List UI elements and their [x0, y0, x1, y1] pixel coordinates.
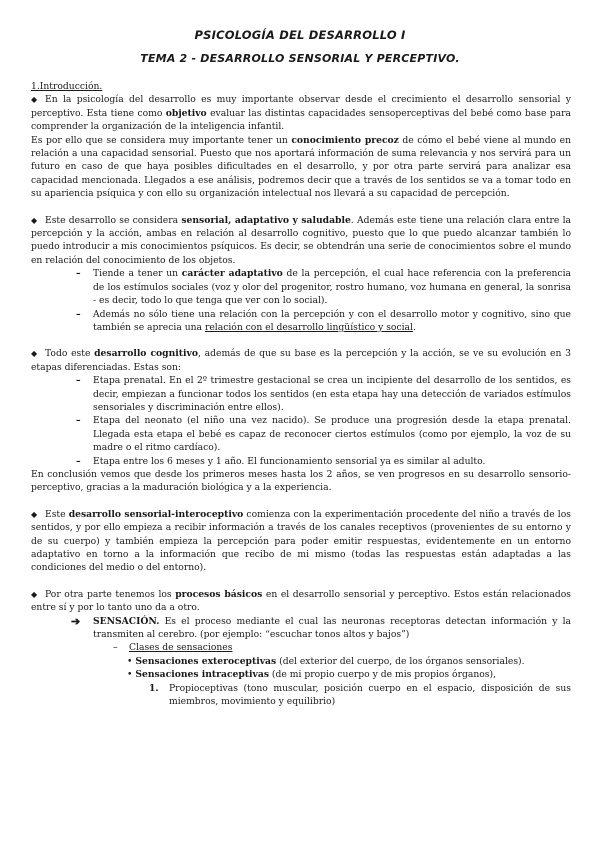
- dot-bullet-icon: •: [127, 655, 133, 667]
- section5-paragraph: ◆ Por otra parte tenemos los procesos básicos en el desarrollo sensorial y perceptivo. Estos están relacionados entre sí y por lo tanto uno da a otro.: [31, 588, 571, 614]
- diamond-bullet-icon: ◆: [31, 589, 38, 599]
- document-title: PSICOLOGÍA DEL DESARROLLO I: [194, 28, 406, 42]
- list-item: – Además no sólo tiene una relación con la percepción y con el desarrollo motor y cognitivo, sino que también se aprecia una relación con el desarrollo lingüístico y social.: [76, 308, 571, 333]
- section-heading-intro: 1.Introducción.: [31, 81, 103, 92]
- clases-item: – Clases de sensaciones: [113, 642, 233, 654]
- list-item: – Etapa prenatal. En el 2º trimestre gestacional se crea un incipiente del desarrollo de los sentidos, es decir, empiezan a funcionar todos los sentidos (en esta etapa hay una detección de variados estímulos sensoriales y discriminación entre ellos).: [76, 375, 571, 413]
- list-item: – Etapa entre los 6 meses y 1 año. El funcionamiento sensorial ya es similar al adulto.: [76, 455, 486, 467]
- section3-paragraph: ◆ Todo este desarrollo cognitivo, además de que su base es la percepción y la acción, se ve su evolución en 3 etapas diferenciadas. Estas son:: [31, 348, 571, 373]
- list-item: – Etapa del neonato (el niño una vez nacido). Se produce una progresión desde la etapa prenatal. Llegada esta etapa el bebé es capaz de reconocer ciertos estímulos (como por ejemplo, la voz de su madre o el ritmo cardíaco).: [76, 415, 571, 454]
- intro-paragraph-1: ◆ En la psicología del desarrollo es muy importante observar desde el crecimiento el desarrollo sensorial y perceptivo. Esta tiene como objetivo evaluar las distintas capacidades sensoperceptivas del bebé como base para comprender la organización de la inteligencia infantil.: [31, 94, 571, 133]
- dash-bullet-icon: –: [76, 455, 81, 467]
- dot-bullet-icon: •: [127, 669, 133, 681]
- section2-paragraph: ◆ Este desarrollo se considera sensorial, adaptativo y saludable. Además este tiene una relación clara entre la percepción y la acción, ambas en relación al desarrollo cognitivo, puesto que lo que puedo alcanzar también lo puedo introducir a mis conocimientos psíquicos. Es decir, se obtendrán una serie de conocimientos sobre el mundo en relación del conocimiento de los objetos.: [31, 214, 572, 266]
- dash-bullet-icon: –: [113, 642, 118, 654]
- section2-list: [31, 267, 571, 334]
- dash-bullet-icon: –: [76, 308, 81, 320]
- dash-bullet-icon: –: [76, 375, 81, 387]
- diamond-bullet-icon: ◆: [31, 215, 38, 225]
- intro-paragraph-2: Es por ello que se considera muy importante tener un conocimiento precoz de cómo el bebé viene al mundo en relación a una capacidad sensorial. Puesto que nos aportará información de suma relevancia y nos servirá para un futuro en caso de que haya posibles dificultades en el desarrollo, y por otra parte servirá para analizar esa capacidad mencionada. Llegados a ese análisis, podremos decir que a través de los sentidos se va a tomar todo en su apariencia psíquica y con ello su organización intelectual nos llevará a su capacidad de percepción.: [31, 134, 571, 200]
- dash-bullet-icon: –: [76, 268, 81, 280]
- diamond-bullet-icon: ◆: [31, 95, 38, 105]
- section4-paragraph: ◆ Este desarrollo sensorial-interoceptivo comienza con la experimentación procedente del niño a través de los sentidos, y por ello empieza a recibir información a través de los canales receptivos (provenientes de su entorno y de su cuerpo) y también empieza la percepción para poder emitir respuestas, evidentemente en un entorno adaptativo en torno a la información que recibo de mi mismo (todas las respuestas están adaptadas a las condiciones del medio o del entorno).: [31, 508, 571, 574]
- diamond-bullet-icon: ◆: [31, 509, 38, 519]
- intraceptivas-item: • Sensaciones intraceptivas (de mi propio cuerpo y de mis propios órganos),: [127, 669, 497, 681]
- list-item: – Tiende a tener un carácter adaptativo de la percepción, el cual hace referencia con la preferencia de los estímulos sociales (voz y olor del progenitor, rostro humano, voz humana en general, la sonrisa - es decir, todo lo que tenga que ver con lo social).: [76, 268, 571, 307]
- document-body: [31, 80, 571, 708]
- propioceptivas-item: 1. Propioceptivas (tono muscular, posición cuerpo en el espacio, disposición de sus miembros, movimiento y equilibrio): [149, 682, 571, 708]
- section3-conclusion: En conclusión vemos que desde los primeros meses hasta los 2 años, se ven progresos en su desarrollo sensorio-perceptivo, gracias a la maduración biológica y a la experiencia.: [31, 468, 571, 494]
- exteroceptivas-item: • Sensaciones exteroceptivas (del exterior del cuerpo, de los órganos sensoriales).: [127, 655, 525, 667]
- arrow-right-icon: ➔: [71, 614, 81, 628]
- stages-list: [31, 374, 571, 468]
- dash-bullet-icon: –: [76, 415, 81, 427]
- diamond-bullet-icon: ◆: [31, 349, 38, 359]
- document-subtitle: TEMA 2 - DESARROLLO SENSORIAL Y PERCEPTIVO.: [140, 52, 460, 65]
- sensacion-item: ➔ SENSACIÓN. Es el proceso mediante el cual las neuronas receptoras detectan información y la transmiten al cerebro. (por ejemplo: “escuchar tonos altos y bajos”): [71, 614, 571, 641]
